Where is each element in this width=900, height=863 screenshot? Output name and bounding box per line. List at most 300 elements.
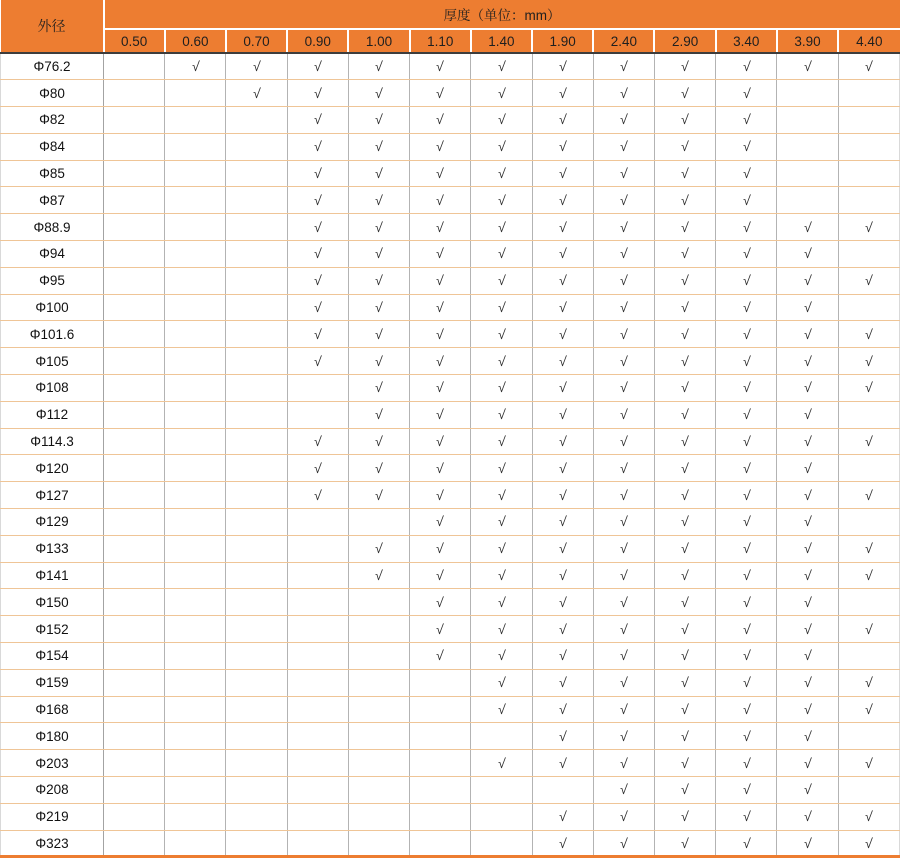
table-row — [1, 428, 900, 455]
availability-cell — [287, 482, 348, 509]
availability-cell — [654, 750, 715, 777]
availability-cell — [838, 107, 899, 134]
availability-cell — [654, 643, 715, 670]
availability-cell — [777, 509, 838, 536]
availability-cell — [410, 535, 471, 562]
table-row — [1, 401, 900, 428]
availability-cell — [410, 294, 471, 321]
availability-cell — [716, 509, 777, 536]
availability-cell — [532, 589, 593, 616]
check-mark: √ — [619, 755, 629, 771]
availability-cell — [716, 187, 777, 214]
table-row — [1, 482, 900, 509]
availability-cell — [838, 375, 899, 402]
check-mark: √ — [619, 380, 629, 396]
availability-cell — [532, 80, 593, 107]
availability-cell — [471, 214, 532, 241]
availability-cell — [532, 294, 593, 321]
check-mark: √ — [864, 273, 874, 289]
thickness-col-header: 0.70 — [226, 29, 287, 53]
check-mark: √ — [864, 675, 874, 691]
availability-cell — [104, 348, 165, 375]
availability-cell — [104, 294, 165, 321]
availability-cell — [226, 401, 287, 428]
check-mark: √ — [742, 460, 751, 476]
check-mark: √ — [313, 487, 323, 503]
availability-cell — [716, 321, 777, 348]
check-mark: √ — [619, 353, 629, 369]
availability-cell — [838, 53, 899, 80]
check-mark: √ — [435, 407, 445, 423]
check-mark: √ — [680, 380, 690, 396]
availability-cell — [165, 643, 226, 670]
availability-cell — [471, 321, 532, 348]
check-mark: √ — [313, 219, 323, 235]
check-mark: √ — [313, 434, 323, 450]
availability-cell — [410, 428, 471, 455]
availability-cell — [654, 803, 715, 830]
availability-cell — [287, 830, 348, 857]
check-mark: √ — [497, 112, 506, 128]
check-mark: √ — [374, 300, 384, 316]
availability-cell — [165, 80, 226, 107]
availability-cell — [593, 241, 654, 268]
availability-cell — [165, 830, 226, 857]
availability-cell — [348, 401, 409, 428]
availability-cell — [716, 53, 777, 80]
check-mark: √ — [558, 139, 567, 155]
check-mark: √ — [619, 728, 629, 744]
check-mark: √ — [313, 166, 323, 182]
diameter-row-header: Φ76.2 — [1, 53, 104, 80]
availability-cell — [104, 777, 165, 804]
availability-cell — [716, 616, 777, 643]
table-row — [1, 803, 900, 830]
check-mark: √ — [742, 621, 751, 637]
check-mark: √ — [558, 487, 567, 503]
availability-cell — [348, 589, 409, 616]
availability-cell — [471, 777, 532, 804]
availability-cell — [348, 643, 409, 670]
check-mark: √ — [742, 809, 751, 825]
check-mark: √ — [497, 246, 506, 262]
availability-cell — [348, 348, 409, 375]
check-mark: √ — [435, 621, 445, 637]
check-mark: √ — [742, 380, 751, 396]
availability-cell — [226, 777, 287, 804]
check-mark: √ — [680, 782, 690, 798]
check-mark: √ — [313, 353, 323, 369]
availability-cell — [593, 535, 654, 562]
check-mark: √ — [742, 300, 751, 316]
availability-cell — [104, 375, 165, 402]
check-mark: √ — [252, 85, 261, 101]
availability-cell — [165, 750, 226, 777]
availability-cell — [287, 214, 348, 241]
check-mark: √ — [680, 112, 690, 128]
check-mark: √ — [803, 728, 812, 744]
availability-cell — [226, 616, 287, 643]
availability-cell — [104, 401, 165, 428]
availability-cell — [165, 241, 226, 268]
check-mark: √ — [558, 728, 567, 744]
table-row — [1, 375, 900, 402]
availability-cell — [104, 509, 165, 536]
check-mark: √ — [497, 568, 506, 584]
availability-cell — [287, 107, 348, 134]
availability-cell — [287, 777, 348, 804]
check-mark: √ — [374, 326, 384, 342]
availability-cell — [348, 562, 409, 589]
availability-cell — [838, 214, 899, 241]
check-mark: √ — [680, 621, 690, 637]
thickness-values-row — [1, 29, 900, 53]
check-mark: √ — [374, 434, 384, 450]
availability-cell — [838, 455, 899, 482]
availability-cell — [777, 187, 838, 214]
check-mark: √ — [742, 219, 751, 235]
availability-cell — [226, 133, 287, 160]
availability-cell — [226, 589, 287, 616]
check-mark: √ — [374, 112, 384, 128]
availability-cell — [348, 214, 409, 241]
availability-cell — [838, 696, 899, 723]
diameter-row-header: Φ114.3 — [1, 428, 104, 455]
check-mark: √ — [803, 59, 812, 75]
availability-cell — [593, 589, 654, 616]
diameter-row-header: Φ108 — [1, 375, 104, 402]
diameter-row-header: Φ88.9 — [1, 214, 104, 241]
check-mark: √ — [864, 434, 874, 450]
availability-cell — [471, 643, 532, 670]
table-row — [1, 830, 900, 857]
availability-cell — [716, 241, 777, 268]
availability-cell — [777, 160, 838, 187]
check-mark: √ — [435, 487, 445, 503]
availability-cell — [165, 696, 226, 723]
diameter-row-header: Φ150 — [1, 589, 104, 616]
availability-cell — [532, 107, 593, 134]
check-mark: √ — [680, 166, 690, 182]
check-mark: √ — [558, 59, 567, 75]
availability-cell — [410, 214, 471, 241]
check-mark: √ — [742, 326, 751, 342]
availability-cell — [593, 723, 654, 750]
check-mark: √ — [374, 407, 384, 423]
check-mark: √ — [558, 702, 567, 718]
availability-cell — [777, 401, 838, 428]
table-row — [1, 53, 900, 80]
thickness-col-header: 0.50 — [104, 29, 165, 53]
availability-cell — [471, 267, 532, 294]
availability-cell — [104, 455, 165, 482]
availability-cell — [593, 696, 654, 723]
availability-cell — [226, 321, 287, 348]
check-mark: √ — [619, 675, 629, 691]
availability-cell — [838, 401, 899, 428]
availability-cell — [104, 589, 165, 616]
availability-cell — [471, 348, 532, 375]
check-mark: √ — [803, 246, 812, 262]
check-mark: √ — [374, 380, 384, 396]
check-mark: √ — [619, 166, 629, 182]
diameter-row-header: Φ159 — [1, 669, 104, 696]
check-mark: √ — [558, 594, 567, 610]
check-mark: √ — [742, 139, 751, 155]
availability-cell — [777, 428, 838, 455]
availability-cell — [287, 133, 348, 160]
availability-cell — [165, 267, 226, 294]
availability-cell — [777, 321, 838, 348]
check-mark: √ — [497, 460, 506, 476]
check-mark: √ — [742, 514, 751, 530]
availability-cell — [410, 750, 471, 777]
check-mark: √ — [619, 702, 629, 718]
check-mark: √ — [803, 809, 812, 825]
diameter-row-header: Φ87 — [1, 187, 104, 214]
check-mark: √ — [558, 380, 567, 396]
availability-cell — [716, 107, 777, 134]
availability-cell — [471, 107, 532, 134]
availability-cell — [104, 428, 165, 455]
check-mark: √ — [497, 541, 506, 557]
check-mark: √ — [558, 835, 567, 851]
availability-cell — [716, 214, 777, 241]
check-mark: √ — [497, 434, 506, 450]
availability-cell — [716, 562, 777, 589]
availability-cell — [471, 133, 532, 160]
check-mark: √ — [680, 139, 690, 155]
check-mark: √ — [680, 835, 690, 851]
availability-cell — [838, 535, 899, 562]
availability-cell — [104, 535, 165, 562]
availability-cell — [410, 482, 471, 509]
availability-cell — [593, 401, 654, 428]
check-mark: √ — [558, 300, 567, 316]
availability-cell — [410, 187, 471, 214]
availability-cell — [593, 80, 654, 107]
availability-cell — [287, 509, 348, 536]
check-mark: √ — [558, 353, 567, 369]
availability-cell — [593, 187, 654, 214]
availability-cell — [287, 321, 348, 348]
thickness-col-header: 1.90 — [532, 29, 593, 53]
availability-cell — [716, 723, 777, 750]
availability-cell — [654, 80, 715, 107]
check-mark: √ — [435, 139, 445, 155]
availability-cell — [287, 267, 348, 294]
availability-cell — [838, 777, 899, 804]
availability-cell — [838, 803, 899, 830]
availability-cell — [777, 616, 838, 643]
diameter-row-header: Φ100 — [1, 294, 104, 321]
availability-cell — [838, 321, 899, 348]
availability-cell — [104, 321, 165, 348]
check-mark: √ — [558, 648, 567, 664]
check-mark: √ — [558, 85, 567, 101]
check-mark: √ — [558, 621, 567, 637]
availability-cell — [716, 294, 777, 321]
availability-cell — [287, 428, 348, 455]
check-mark: √ — [374, 460, 384, 476]
check-mark: √ — [803, 380, 812, 396]
availability-cell — [654, 160, 715, 187]
availability-cell — [165, 589, 226, 616]
availability-cell — [716, 401, 777, 428]
availability-cell — [838, 482, 899, 509]
availability-cell — [532, 455, 593, 482]
availability-cell — [654, 294, 715, 321]
availability-cell — [716, 777, 777, 804]
availability-cell — [410, 348, 471, 375]
availability-cell — [226, 80, 287, 107]
availability-cell — [471, 241, 532, 268]
check-mark: √ — [619, 85, 629, 101]
check-mark: √ — [680, 219, 690, 235]
availability-cell — [654, 562, 715, 589]
availability-cell — [226, 214, 287, 241]
table-row — [1, 241, 900, 268]
availability-cell — [654, 321, 715, 348]
check-mark: √ — [680, 85, 690, 101]
check-mark: √ — [497, 648, 506, 664]
table-row — [1, 267, 900, 294]
availability-cell — [654, 53, 715, 80]
diameter-row-header: Φ152 — [1, 616, 104, 643]
check-mark: √ — [680, 460, 690, 476]
table-row — [1, 723, 900, 750]
availability-cell — [104, 80, 165, 107]
check-mark: √ — [619, 782, 629, 798]
availability-cell — [410, 723, 471, 750]
availability-cell — [532, 241, 593, 268]
check-mark: √ — [435, 326, 445, 342]
thickness-col-header: 2.90 — [654, 29, 715, 53]
table-body — [1, 53, 900, 857]
availability-cell — [532, 428, 593, 455]
check-mark: √ — [742, 594, 751, 610]
check-mark: √ — [619, 112, 629, 128]
diameter-row-header: Φ154 — [1, 643, 104, 670]
check-mark: √ — [742, 112, 751, 128]
availability-cell — [348, 321, 409, 348]
check-mark: √ — [374, 59, 384, 75]
check-mark: √ — [558, 755, 567, 771]
availability-cell — [165, 53, 226, 80]
check-mark: √ — [619, 59, 629, 75]
check-mark: √ — [558, 460, 567, 476]
check-mark: √ — [252, 59, 261, 75]
availability-cell — [226, 375, 287, 402]
availability-cell — [593, 107, 654, 134]
availability-cell — [777, 107, 838, 134]
availability-cell — [348, 241, 409, 268]
availability-cell — [532, 482, 593, 509]
availability-cell — [838, 589, 899, 616]
availability-cell — [777, 348, 838, 375]
availability-cell — [410, 375, 471, 402]
availability-cell — [348, 160, 409, 187]
availability-cell — [593, 348, 654, 375]
availability-cell — [471, 482, 532, 509]
check-mark: √ — [619, 487, 629, 503]
check-mark: √ — [864, 835, 874, 851]
table-header — [1, 0, 900, 53]
availability-cell — [777, 589, 838, 616]
availability-cell — [654, 107, 715, 134]
check-mark: √ — [313, 460, 323, 476]
availability-cell — [165, 160, 226, 187]
check-mark: √ — [619, 326, 629, 342]
check-mark: √ — [313, 59, 323, 75]
availability-cell — [226, 643, 287, 670]
check-mark: √ — [864, 59, 874, 75]
availability-cell — [593, 321, 654, 348]
check-mark: √ — [742, 755, 751, 771]
availability-cell — [104, 214, 165, 241]
check-mark: √ — [742, 434, 751, 450]
availability-cell — [348, 294, 409, 321]
availability-cell — [838, 616, 899, 643]
check-mark: √ — [864, 353, 874, 369]
availability-cell — [410, 107, 471, 134]
availability-cell — [471, 616, 532, 643]
availability-cell — [777, 375, 838, 402]
availability-cell — [410, 267, 471, 294]
availability-cell — [104, 482, 165, 509]
availability-cell — [654, 777, 715, 804]
availability-cell — [104, 830, 165, 857]
check-mark: √ — [619, 594, 629, 610]
availability-cell — [593, 669, 654, 696]
availability-cell — [593, 830, 654, 857]
availability-cell — [777, 133, 838, 160]
availability-cell — [654, 375, 715, 402]
table-row — [1, 750, 900, 777]
availability-cell — [716, 160, 777, 187]
table-row — [1, 80, 900, 107]
availability-cell — [226, 53, 287, 80]
availability-cell — [287, 616, 348, 643]
availability-cell — [410, 643, 471, 670]
availability-cell — [471, 160, 532, 187]
check-mark: √ — [742, 702, 751, 718]
availability-cell — [226, 750, 287, 777]
availability-cell — [593, 777, 654, 804]
check-mark: √ — [497, 219, 506, 235]
availability-cell — [471, 830, 532, 857]
check-mark: √ — [497, 166, 506, 182]
availability-cell — [287, 241, 348, 268]
availability-cell — [532, 348, 593, 375]
check-mark: √ — [803, 782, 812, 798]
availability-cell — [165, 428, 226, 455]
availability-cell — [104, 696, 165, 723]
check-mark: √ — [374, 541, 384, 557]
check-mark: √ — [864, 487, 874, 503]
availability-cell — [410, 455, 471, 482]
availability-cell — [471, 187, 532, 214]
availability-cell — [348, 187, 409, 214]
availability-cell — [838, 830, 899, 857]
availability-cell — [654, 589, 715, 616]
availability-cell — [165, 723, 226, 750]
check-mark: √ — [803, 594, 812, 610]
check-mark: √ — [619, 407, 629, 423]
availability-cell — [532, 750, 593, 777]
availability-cell — [287, 160, 348, 187]
thickness-col-header: 1.40 — [471, 29, 532, 53]
